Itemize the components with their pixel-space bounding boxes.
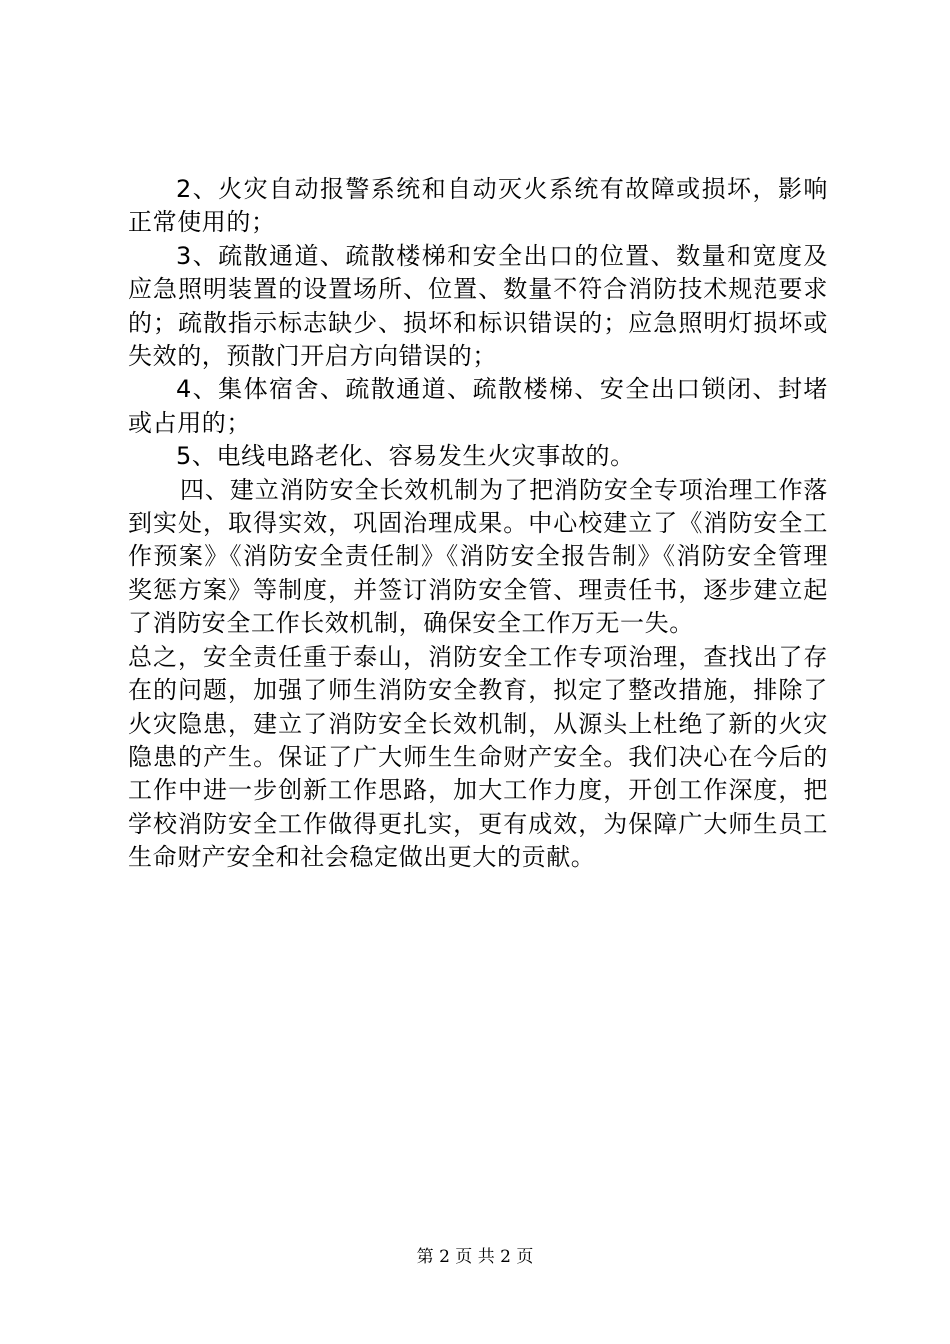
paragraph-section-four: 四、建立消防安全长效机制为了把消防安全专项治理工作落到实处，取得实效，巩固治理成果。中心校建立了《消防安全工作预案》《消防安全责任制》《消防安全报告制》《消防安全管理奖惩方案》等制度，并签订消防安全管、理责任书，逐步建立起了消防安全工作长效机制，确保安全工作万无一失。	[128, 475, 828, 638]
document-body	[128, 173, 828, 875]
paragraph-item-4: 4、集体宿舍、疏散通道、疏散楼梯、安全出口锁闭、封堵或占用的；	[128, 375, 828, 437]
paragraph-item-2: 2、火灾自动报警系统和自动灭火系统有故障或损坏，影响正常使用的；	[128, 175, 828, 237]
paragraph-conclusion: 总之，安全责任重于泰山，消防安全工作专项治理，查找出了存在的问题，加强了师生消防安全教育，拟定了整改措施，排除了火灾隐患，建立了消防安全长效机制，从源头上杜绝了新的火灾隐患的产生。保证了广大师生生命财产安全。我们决心在今后的工作中进一步创新工作思路，加大工作力度，开创工作深度，把学校消防安全工作做得更扎实，更有成效，为保障广大师生员工生命财产安全和社会稳定做出更大的贡献。	[128, 642, 828, 872]
paragraph-item-5: 5、电线电路老化、容易发生火灾事故的。	[176, 442, 635, 471]
paragraph-item-3: 3、疏散通道、疏散楼梯和安全出口的位置、数量和宽度及应急照明装置的设置场所、位置、数量不符合消防技术规范要求的；疏散指示标志缺少、损坏和标识错误的；应急照明灯损坏或失效的，预散门开启方向错误的；	[128, 241, 828, 371]
page-number-footer: 第 2 页 共 2 页	[416, 1247, 534, 1267]
